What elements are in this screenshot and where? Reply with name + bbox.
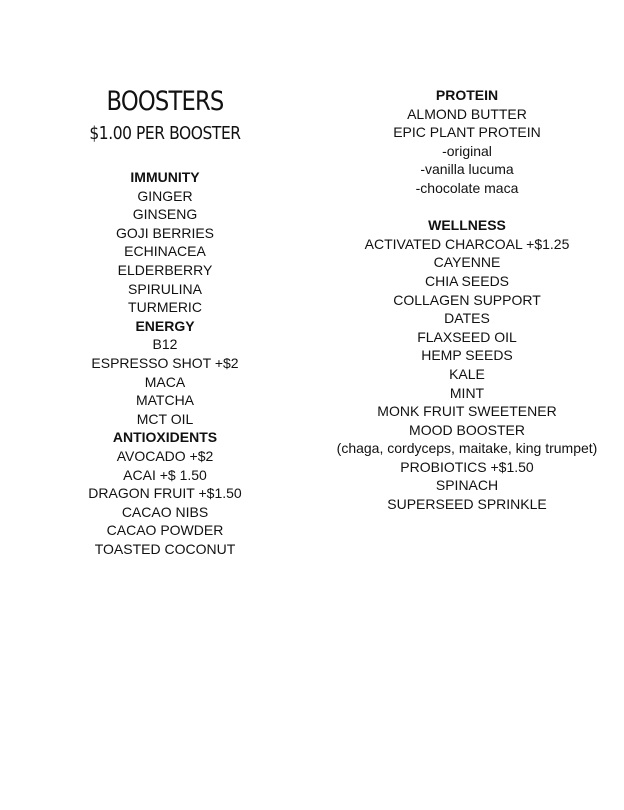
list-item: MOOD BOOSTER (409, 421, 525, 438)
right-column (318, 86, 616, 514)
list-item: ECHINACEA (124, 243, 206, 260)
list-item: B12 (152, 336, 178, 353)
section-title-wellness: WELLNESS (428, 217, 506, 234)
section-title-protein: PROTEIN (435, 87, 499, 103)
list-item: DRAGON FRUIT +$1.50 (88, 485, 242, 502)
list-item: (chaga, cordyceps, maitake, king trumpet) (336, 440, 598, 457)
list-item: ALMOND BUTTER (407, 105, 527, 122)
list-item: SPINACH (435, 477, 499, 494)
list-item: FLAXSEED OIL (417, 328, 517, 345)
list-item: ACTIVATED CHARCOAL +$1.25 (364, 235, 570, 252)
list-item: COLLAGEN SUPPORT (393, 291, 541, 308)
list-item: DATES (444, 310, 490, 327)
section-gap (318, 198, 616, 217)
list-item: CACAO NIBS (121, 503, 209, 520)
section-energy (70, 317, 260, 429)
list-item: MACA (144, 373, 186, 390)
section-title-energy: ENERGY (135, 317, 195, 334)
list-item: GINGER (137, 187, 193, 204)
list-item: SPIRULINA (128, 280, 202, 297)
list-item: GOJI BERRIES (115, 224, 215, 241)
list-item: CACAO POWDER (106, 522, 224, 539)
list-item: TOASTED COCONUT (94, 540, 236, 557)
spacer (70, 146, 260, 168)
list-item: GINSENG (132, 206, 198, 223)
list-item: MONK FRUIT SWEETENER (377, 403, 557, 420)
list-item: -original (442, 142, 492, 159)
section-title-antioxidents: ANTIOXIDENTS (112, 429, 218, 446)
section-antioxidents (70, 428, 260, 558)
price-subtitle: $1.00 PER BOOSTER (89, 123, 241, 144)
page-title: BOOSTERS (106, 86, 224, 117)
list-item: ELDERBERRY (117, 261, 213, 278)
list-item: -vanilla lucuma (420, 161, 514, 178)
section-protein (318, 86, 616, 198)
list-item: MATCHA (135, 392, 195, 409)
list-item: KALE (449, 365, 485, 382)
list-item: HEMP SEEDS (421, 347, 513, 364)
list-item: ESPRESSO SHOT +$2 (91, 354, 239, 371)
left-column (70, 86, 260, 558)
section-title-immunity: IMMUNITY (130, 169, 200, 185)
list-item: CHIA SEEDS (424, 272, 510, 289)
list-item: ACAI +$ 1.50 (123, 466, 207, 483)
section-immunity (70, 168, 260, 317)
list-item: PROBIOTICS +$1.50 (400, 458, 534, 475)
list-item: AVOCADO +$2 (116, 447, 214, 464)
list-item: SUPERSEED SPRINKLE (387, 496, 547, 513)
list-item: MCT OIL (136, 410, 194, 427)
list-item: TURMERIC (128, 299, 202, 316)
list-item: CAYENNE (433, 254, 501, 271)
list-item: -chocolate maca (415, 179, 519, 196)
list-item: MINT (449, 384, 485, 401)
list-item: EPIC PLANT PROTEIN (393, 124, 541, 141)
section-wellness (318, 216, 616, 514)
